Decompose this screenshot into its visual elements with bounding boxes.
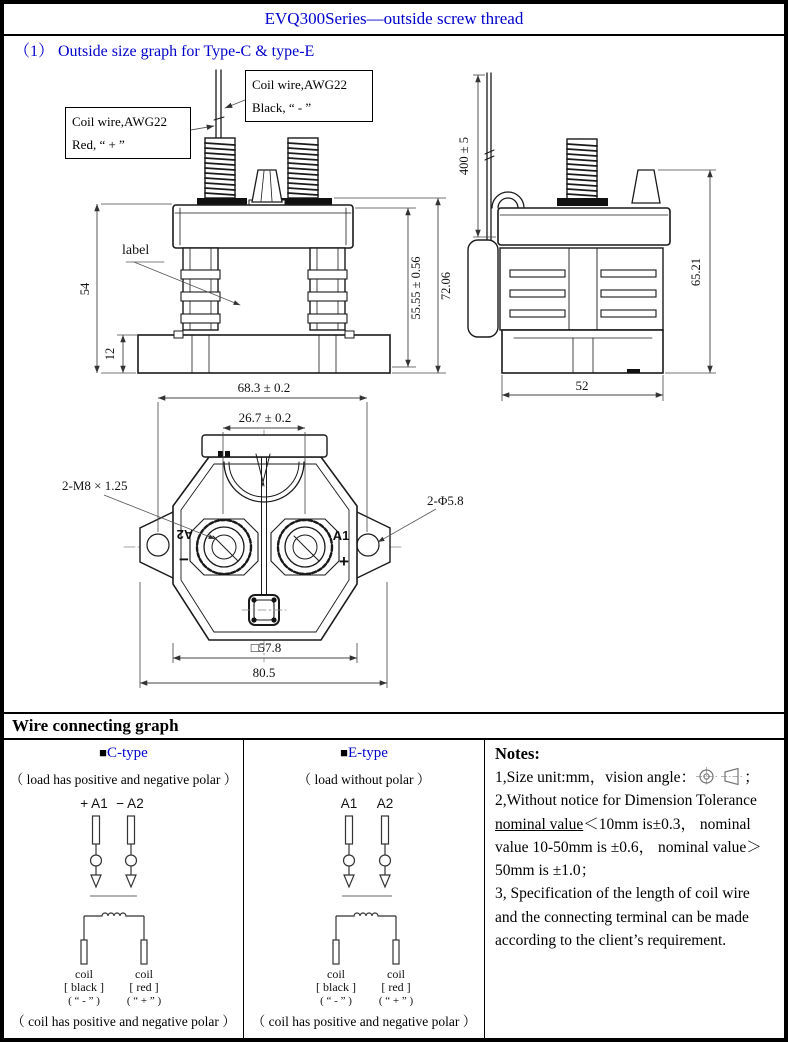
hole-spec: 2-Φ5.8 [427, 493, 464, 508]
notes-column [485, 740, 784, 1038]
c-coil-left-name: coil [75, 967, 93, 981]
note-3-text: 3, Specification of the length of coil wire and the connecting terminal can be made according to the client’s requirement. [495, 885, 750, 949]
wire-connecting-title: Wire connecting graph [12, 716, 179, 735]
note-1-text: 1,Size unit:mm，vision angle： [495, 769, 697, 786]
notes-heading: Notes: [495, 744, 540, 763]
dim-805: 80.5 [252, 665, 276, 680]
lower-table [4, 740, 784, 1038]
section-heading-row [4, 36, 784, 62]
c-coil-right-name: coil [135, 967, 153, 981]
section-heading: （1） Outside size graph for Type-C & type-E [14, 42, 315, 60]
dim-7206: 72.06 [439, 271, 453, 301]
e-type-terminal-a1: A1 [340, 796, 358, 811]
dim-400: 400 ± 5 [457, 136, 471, 176]
c-type-terminal-a1: + A1 [80, 796, 108, 811]
c-type-diagram [4, 790, 243, 1008]
e-type-subtitle: （ load without polar ） [297, 772, 431, 787]
e-coil-right-polarity: ( “ + ” ) [378, 995, 414, 1007]
dim-683: 68.3 ± 0.2 [237, 380, 291, 395]
red-wire-callout-line1: Coil wire,AWG22 [72, 114, 167, 129]
c-type-terminal-a2: − A2 [116, 796, 144, 811]
c-coil-right-color: [ red ] [129, 980, 159, 994]
e-type-footer: （ coil has positive and negative polar ） [251, 1014, 477, 1029]
c-type-footer: （ coil has positive and negative polar ） [11, 1014, 236, 1029]
outline-drawing-svg [4, 62, 784, 712]
note-2-part1: 2,Without notice for Dimension Tolerance [495, 792, 757, 810]
front-label-text: label [122, 243, 150, 258]
page-title: EVQ300Series—outside screw thread [264, 9, 524, 28]
e-coil-left-color: [ black ] [316, 980, 356, 994]
black-wire-callout-line2: Black, “ - ” [252, 99, 312, 115]
e-coil-left-name: coil [327, 967, 345, 981]
e-type-bullet-icon: ■ [340, 745, 348, 760]
c-type-title: C-type [107, 745, 148, 761]
e-coil-right-color: [ red ] [381, 980, 411, 994]
e-type-title: E-type [347, 745, 388, 761]
dim-267: 26.7 ± 0.2 [238, 410, 292, 425]
c-coil-left-polarity: ( “ - ” ) [68, 995, 100, 1007]
plus-sign: + [339, 552, 349, 571]
e-coil-right-name: coil [387, 967, 405, 981]
dim-52: 52 [575, 378, 589, 393]
red-wire-callout [65, 107, 191, 159]
c-type-bullet-icon: ■ [99, 745, 108, 760]
dim-12: 12 [103, 347, 117, 361]
note-2-underlined: nominal value [495, 815, 584, 833]
minus-sign: − [179, 550, 189, 569]
c-coil-left-color: [ black ] [64, 980, 104, 994]
dim-54: 54 [78, 282, 92, 296]
c-type-subtitle: （ load has positive and negative polar ） [9, 772, 238, 787]
notes-body [495, 766, 776, 952]
e-coil-left-polarity: ( “ - ” ) [320, 995, 352, 1007]
bottom-view [124, 430, 404, 662]
e-type-diagram [244, 790, 484, 1008]
first-angle-projection-icon [696, 767, 744, 786]
e-type-header [244, 745, 484, 762]
black-wire-callout-line1: Coil wire,AWG22 [252, 77, 347, 92]
dim-578: □57.8 [250, 640, 282, 655]
side-view [468, 73, 670, 373]
title-bar [4, 4, 784, 36]
dim-5555: 55.55 ± 0.56 [409, 256, 423, 320]
terminal-a1-label: A1 [332, 528, 350, 543]
black-wire-callout [245, 70, 373, 122]
e-type-terminal-a2: A2 [376, 796, 394, 811]
wire-connecting-header [4, 712, 784, 740]
red-wire-callout-line2: Red, “ + ” [72, 136, 125, 152]
note-2-part2: ＜10mm is±0.3， nominal value 10-50mm is ±0.6， nominal value＞50mm is ±1.0； [495, 815, 762, 879]
c-type-header [4, 745, 243, 762]
e-type-column [244, 740, 485, 1038]
terminal-a2-label: A2 [176, 527, 194, 542]
dim-6521: 65.21 [689, 257, 703, 287]
c-coil-right-polarity: ( “ + ” ) [126, 995, 162, 1007]
note-1-end: ； [744, 769, 760, 786]
outline-drawing-area [4, 62, 784, 712]
thread-spec: 2-M8 × 1.25 [62, 478, 128, 493]
c-type-column [4, 740, 244, 1038]
